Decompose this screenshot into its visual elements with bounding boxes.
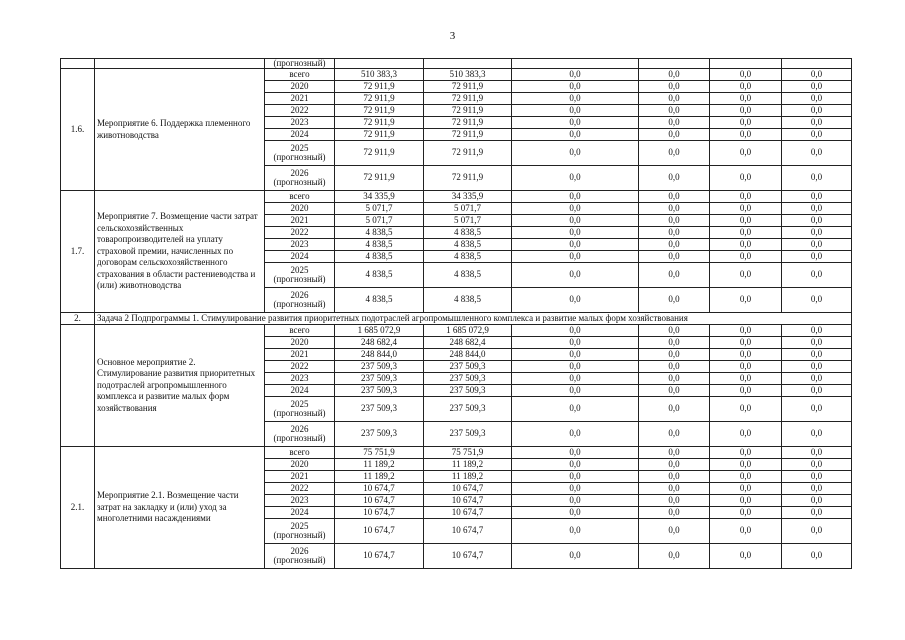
cell-year: всего — [265, 325, 335, 337]
table-row — [61, 69, 852, 81]
cell-value: 34 335,9 — [335, 191, 424, 203]
cell-value: 72 911,9 — [335, 81, 424, 93]
cell-value: 0,0 — [512, 227, 639, 239]
cell-value: 0,0 — [512, 288, 639, 313]
table-row — [61, 191, 852, 203]
cell-value: 0,0 — [710, 215, 782, 227]
cell-value: 0,0 — [710, 129, 782, 141]
cell-name: Мероприятие 6. Поддержка племенного животноводства — [95, 69, 265, 191]
cell-year: 2021 — [265, 215, 335, 227]
task-row — [61, 313, 852, 325]
cell-value: 237 509,3 — [424, 385, 512, 397]
cell-value: 0,0 — [639, 215, 710, 227]
cell-value: 0,0 — [710, 166, 782, 191]
cell-value: 5 071,7 — [424, 203, 512, 215]
cell-value: 0,0 — [710, 422, 782, 447]
cell-year: 2026 (прогнозный) — [265, 166, 335, 191]
cell-value: 72 911,9 — [335, 129, 424, 141]
cell-value: 0,0 — [512, 191, 639, 203]
cell-year: 2020 — [265, 459, 335, 471]
cell-value: 0,0 — [512, 166, 639, 191]
cell-value: 0,0 — [639, 385, 710, 397]
cell-value: 0,0 — [512, 203, 639, 215]
cell-value: 11 189,2 — [424, 471, 512, 483]
table-row — [61, 325, 852, 337]
cell-value: 0,0 — [512, 385, 639, 397]
cell-value: 0,0 — [710, 105, 782, 117]
cell-value: 75 751,9 — [424, 447, 512, 459]
task-text: Задача 2 Подпрограммы 1. Стимулирование развития приоритетных подотраслей агропромышленного комплекса и развитие малых форм хозяйствования — [95, 313, 852, 325]
cell-value: 10 674,7 — [424, 544, 512, 569]
cell-value: 0,0 — [782, 263, 852, 288]
cell-value: 0,0 — [710, 203, 782, 215]
cell-value: 0,0 — [710, 361, 782, 373]
cell-value: 0,0 — [782, 471, 852, 483]
cell-value: 0,0 — [710, 507, 782, 519]
cell-value: 0,0 — [512, 459, 639, 471]
cell-value: 0,0 — [782, 69, 852, 81]
cell-value: 0,0 — [782, 337, 852, 349]
cell-value: 0,0 — [782, 251, 852, 263]
cell-value: 0,0 — [639, 141, 710, 166]
cell-value: 72 911,9 — [424, 129, 512, 141]
cell-value: 0,0 — [710, 397, 782, 422]
cell-value: 0,0 — [639, 337, 710, 349]
cell-year: 2023 — [265, 373, 335, 385]
cell-number: 1.7. — [61, 191, 95, 313]
cell-value: 0,0 — [512, 361, 639, 373]
cell-value: 0,0 — [639, 507, 710, 519]
task-number: 2. — [61, 313, 95, 325]
cell-value: 10 674,7 — [335, 507, 424, 519]
cell-value: 0,0 — [512, 422, 639, 447]
cell-year: 2022 — [265, 361, 335, 373]
cell-value: 0,0 — [782, 519, 852, 544]
cell-value: 72 911,9 — [335, 166, 424, 191]
cell-value: 248 844,0 — [424, 349, 512, 361]
table-row — [61, 59, 852, 69]
cell-value: 1 685 072,9 — [335, 325, 424, 337]
cell-value: 0,0 — [512, 251, 639, 263]
cell-value: 0,0 — [512, 447, 639, 459]
cell-value: 237 509,3 — [424, 373, 512, 385]
cell-value: 34 335,9 — [424, 191, 512, 203]
cell-value: 0,0 — [782, 141, 852, 166]
cell-number: 2.1. — [61, 447, 95, 569]
cell-name: Мероприятие 7. Возмещение части затрат сельскохозяйственных товаропроизводителей на уплату страховой премии, начисленных по договорам сельскохозяйственного страхования в области растениеводства и (или) животноводства — [95, 191, 265, 313]
cell-value: 0,0 — [512, 471, 639, 483]
cell-value: 510 383,3 — [424, 69, 512, 81]
cell-value: 0,0 — [710, 337, 782, 349]
cell-value: 75 751,9 — [335, 447, 424, 459]
cell-value: 0,0 — [639, 422, 710, 447]
cell-value: 4 838,5 — [335, 251, 424, 263]
cell-year: 2023 — [265, 239, 335, 251]
cell-year: 2024 — [265, 129, 335, 141]
cell-value: 0,0 — [710, 373, 782, 385]
cell-value: 0,0 — [782, 239, 852, 251]
cell-value: 0,0 — [782, 215, 852, 227]
cell-value: 0,0 — [639, 447, 710, 459]
cell-value: 0,0 — [710, 288, 782, 313]
cell-value: 237 509,3 — [335, 397, 424, 422]
cell-value: 10 674,7 — [335, 483, 424, 495]
cell-value: 0,0 — [782, 507, 852, 519]
cell-value: 248 682,4 — [424, 337, 512, 349]
cell-value: 0,0 — [782, 129, 852, 141]
cell-value: 0,0 — [512, 81, 639, 93]
cell-value: 0,0 — [782, 495, 852, 507]
cell-value: 72 911,9 — [424, 81, 512, 93]
cell-value: 0,0 — [710, 519, 782, 544]
budget-table — [60, 58, 852, 569]
cell-year: 2024 — [265, 385, 335, 397]
cell-value: 0,0 — [512, 349, 639, 361]
cell-value: 237 509,3 — [424, 397, 512, 422]
cell-value: 0,0 — [782, 385, 852, 397]
cell-value: 0,0 — [782, 397, 852, 422]
cell-value: 0,0 — [512, 105, 639, 117]
cell-year: 2020 — [265, 203, 335, 215]
cell-value: 0,0 — [639, 361, 710, 373]
cell-year: 2021 — [265, 93, 335, 105]
cell-value: 10 674,7 — [335, 544, 424, 569]
cell-value: 0,0 — [639, 263, 710, 288]
cell-value: 0,0 — [710, 495, 782, 507]
cell-value: 10 674,7 — [424, 495, 512, 507]
cell-name: Мероприятие 2.1. Возмещение части затрат на закладку и (или) уход за многолетними насаждениями — [95, 447, 265, 569]
cell-year: 2021 — [265, 349, 335, 361]
cell-value: 0,0 — [639, 69, 710, 81]
cell-value: 0,0 — [512, 263, 639, 288]
cell-value: 0,0 — [710, 459, 782, 471]
cell-value: 0,0 — [710, 483, 782, 495]
cell-value: 11 189,2 — [424, 459, 512, 471]
cell-value: 0,0 — [639, 483, 710, 495]
cell-value: 0,0 — [710, 447, 782, 459]
cell-year: 2023 — [265, 495, 335, 507]
cell-year: 2026 (прогнозный) — [265, 288, 335, 313]
cell-value: 0,0 — [639, 117, 710, 129]
cell-value: 237 509,3 — [335, 422, 424, 447]
cell-value: 0,0 — [782, 361, 852, 373]
cell-value: 0,0 — [639, 129, 710, 141]
cell-value: 0,0 — [512, 141, 639, 166]
cell-value: 0,0 — [512, 544, 639, 569]
cell-value: 11 189,2 — [335, 459, 424, 471]
cell-value: 237 509,3 — [335, 373, 424, 385]
cell-value: 0,0 — [710, 69, 782, 81]
cell-value: 0,0 — [512, 519, 639, 544]
cell-value: 0,0 — [710, 191, 782, 203]
cell-value: 0,0 — [639, 166, 710, 191]
page-number: 3 — [449, 30, 456, 42]
cell-year: 2022 — [265, 105, 335, 117]
cell-value: 0,0 — [639, 519, 710, 544]
cell-value: 0,0 — [512, 397, 639, 422]
cell-value: 0,0 — [710, 93, 782, 105]
cell-value: 0,0 — [782, 203, 852, 215]
cell-value: 72 911,9 — [424, 105, 512, 117]
cell-value: 4 838,5 — [335, 227, 424, 239]
cell-value: 0,0 — [639, 544, 710, 569]
cell-number — [61, 325, 95, 447]
cell-value: 0,0 — [512, 337, 639, 349]
cell-value: 0,0 — [512, 495, 639, 507]
cell-value: 0,0 — [639, 373, 710, 385]
cell-value: 0,0 — [782, 422, 852, 447]
cell-year: 2020 — [265, 337, 335, 349]
cell-value: 0,0 — [639, 471, 710, 483]
cell-value: 72 911,9 — [424, 93, 512, 105]
cell-value: 0,0 — [710, 251, 782, 263]
cell-value: 0,0 — [710, 81, 782, 93]
cell-year: 2022 — [265, 483, 335, 495]
cell-value: 0,0 — [710, 141, 782, 166]
cell-name — [95, 59, 265, 69]
cell-value: 0,0 — [710, 471, 782, 483]
cell-value: 4 838,5 — [335, 263, 424, 288]
cell-value: 0,0 — [782, 288, 852, 313]
cell-value: 10 674,7 — [335, 495, 424, 507]
cell-year: 2024 — [265, 251, 335, 263]
cell-value: 0,0 — [710, 544, 782, 569]
cell-value: 0,0 — [710, 227, 782, 239]
cell-value: 248 844,0 — [335, 349, 424, 361]
cell-value: 0,0 — [710, 263, 782, 288]
cell-value: 10 674,7 — [424, 507, 512, 519]
cell-year: 2025 (прогнозный) — [265, 141, 335, 166]
cell-value: 0,0 — [782, 117, 852, 129]
cell-value: 0,0 — [710, 117, 782, 129]
cell-year: 2025 (прогнозный) — [265, 519, 335, 544]
cell-year: 2024 — [265, 507, 335, 519]
cell-value: 0,0 — [512, 373, 639, 385]
cell-value: 11 189,2 — [335, 471, 424, 483]
cell-value: 0,0 — [782, 349, 852, 361]
cell-value: 0,0 — [782, 544, 852, 569]
cell-year: 2025 (прогнозный) — [265, 397, 335, 422]
cell-value: 0,0 — [639, 239, 710, 251]
cell-year: всего — [265, 191, 335, 203]
cell-year: 2021 — [265, 471, 335, 483]
cell-value: 237 509,3 — [335, 385, 424, 397]
cell-value: 72 911,9 — [424, 141, 512, 166]
cell-value: 0,0 — [639, 397, 710, 422]
cell-value: 0,0 — [710, 325, 782, 337]
cell-year: 2020 — [265, 81, 335, 93]
cell-year: 2022 — [265, 227, 335, 239]
cell-value: 0,0 — [639, 349, 710, 361]
cell-value: 0,0 — [782, 81, 852, 93]
cell-value: 4 838,5 — [424, 288, 512, 313]
cell-value: 10 674,7 — [335, 519, 424, 544]
cell-value: 0,0 — [512, 507, 639, 519]
cell-value: 0,0 — [639, 459, 710, 471]
cell-value: 0,0 — [639, 325, 710, 337]
cell-value: 72 911,9 — [335, 93, 424, 105]
cell-value: 0,0 — [512, 69, 639, 81]
cell-value: 0,0 — [512, 129, 639, 141]
cell-value: 0,0 — [782, 325, 852, 337]
cell-value: 0,0 — [782, 93, 852, 105]
cell-value: 0,0 — [512, 117, 639, 129]
cell-value: 72 911,9 — [424, 117, 512, 129]
cell-year: всего — [265, 447, 335, 459]
cell-year: 2025 (прогнозный) — [265, 263, 335, 288]
cell-year: 2026 (прогнозный) — [265, 544, 335, 569]
cell-value: 4 838,5 — [335, 288, 424, 313]
cell-value: 0,0 — [710, 239, 782, 251]
cell-value: 0,0 — [782, 227, 852, 239]
cell-value: 0,0 — [639, 203, 710, 215]
cell-value: 0,0 — [782, 105, 852, 117]
cell-value: 0,0 — [782, 373, 852, 385]
cell-value: 0,0 — [512, 325, 639, 337]
cell-value: 4 838,5 — [424, 263, 512, 288]
cell-value: 0,0 — [710, 385, 782, 397]
cell-value: 0,0 — [710, 349, 782, 361]
cell-year: 2023 — [265, 117, 335, 129]
cell-value: 0,0 — [639, 288, 710, 313]
cell-value: 72 911,9 — [335, 141, 424, 166]
cell-number: 1.6. — [61, 69, 95, 191]
cell-value: 0,0 — [512, 93, 639, 105]
table-body — [61, 59, 852, 569]
cell-value: 237 509,3 — [424, 422, 512, 447]
table-row — [61, 447, 852, 459]
cell-value: 4 838,5 — [424, 251, 512, 263]
cell-value: 237 509,3 — [424, 361, 512, 373]
cell-year: 2026 (прогнозный) — [265, 422, 335, 447]
cell-value: 10 674,7 — [424, 483, 512, 495]
cell-value: 248 682,4 — [335, 337, 424, 349]
cell-value: 5 071,7 — [335, 203, 424, 215]
cell-value: 72 911,9 — [424, 166, 512, 191]
cell-value: 237 509,3 — [335, 361, 424, 373]
cell-value: 0,0 — [639, 227, 710, 239]
cell-value: 10 674,7 — [424, 519, 512, 544]
cell-value: 0,0 — [782, 191, 852, 203]
cell-value: 0,0 — [639, 93, 710, 105]
cell-value: 0,0 — [782, 447, 852, 459]
cell-value: 72 911,9 — [335, 105, 424, 117]
cell-year: (прогнозный) — [265, 59, 335, 69]
cell-value: 0,0 — [512, 215, 639, 227]
cell-value: 510 383,3 — [335, 69, 424, 81]
cell-value: 0,0 — [639, 81, 710, 93]
cell-value: 0,0 — [639, 495, 710, 507]
cell-number — [61, 59, 95, 69]
cell-value: 0,0 — [782, 166, 852, 191]
cell-value: 4 838,5 — [424, 239, 512, 251]
cell-value: 0,0 — [782, 483, 852, 495]
cell-value: 4 838,5 — [335, 239, 424, 251]
cell-value: 0,0 — [512, 239, 639, 251]
cell-value: 0,0 — [639, 105, 710, 117]
cell-value: 0,0 — [639, 191, 710, 203]
cell-value: 72 911,9 — [335, 117, 424, 129]
cell-value: 4 838,5 — [424, 227, 512, 239]
cell-value: 0,0 — [512, 483, 639, 495]
cell-value: 1 685 072,9 — [424, 325, 512, 337]
cell-value: 5 071,7 — [424, 215, 512, 227]
cell-value: 0,0 — [782, 459, 852, 471]
cell-year: всего — [265, 69, 335, 81]
cell-name: Основное мероприятие 2. Стимулирование развития приоритетных подотраслей агропромышленного комплекса и развитие малых форм хозяйствования — [95, 325, 265, 447]
cell-value: 5 071,7 — [335, 215, 424, 227]
cell-value: 0,0 — [639, 251, 710, 263]
